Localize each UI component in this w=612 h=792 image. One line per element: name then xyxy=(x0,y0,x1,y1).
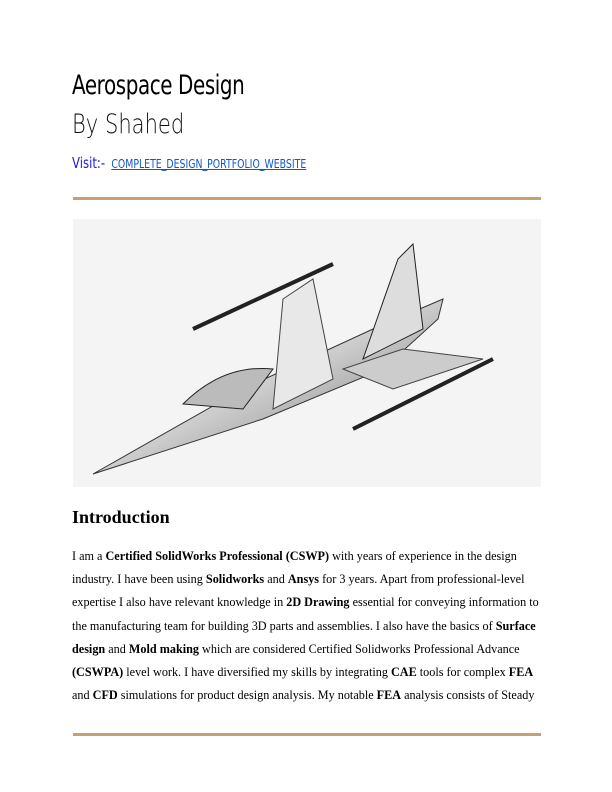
bold-term: Solidworks xyxy=(205,572,265,587)
bold-term: FEA xyxy=(376,688,402,703)
text-run: and xyxy=(105,641,129,656)
visit-line xyxy=(72,154,306,172)
paragraph-line xyxy=(72,638,552,661)
bold-term: CFD xyxy=(92,688,118,703)
portfolio-link[interactable]: COMPLETE_DESIGN_PORTFOLIO_WEBSITE xyxy=(111,157,307,171)
divider-bottom xyxy=(73,733,541,736)
bold-term: Mold making xyxy=(128,641,199,656)
text-run: tools for complex xyxy=(416,665,509,680)
bold-term: Surface xyxy=(495,618,536,633)
paragraph-line xyxy=(72,661,552,684)
divider-top xyxy=(73,197,541,200)
text-run: analysis consists of Steady xyxy=(401,688,535,703)
text-run: which are considered Certified Solidworks Professional Advance xyxy=(199,641,520,656)
paragraph-line xyxy=(72,615,552,638)
paragraph-line xyxy=(72,568,552,591)
paragraph-line xyxy=(72,591,552,614)
text-run: expertise I also have relevant knowledge in xyxy=(72,595,287,610)
text-run: essential for conveying information to xyxy=(349,595,539,610)
text-run: industry. I have been using xyxy=(72,572,206,587)
bold-term: FEA xyxy=(508,665,534,680)
text-run: I am a xyxy=(72,549,106,563)
section-heading: Introduction xyxy=(72,507,170,527)
intro-paragraph xyxy=(72,545,552,707)
bold-term: Certified SolidWorks Professional (CSWP) xyxy=(105,549,330,563)
page-title: Aerospace Design xyxy=(72,70,245,101)
text-run: for 3 years. Apart from professional-level xyxy=(319,572,525,587)
paragraph-line xyxy=(72,545,552,568)
bold-term: Ansys xyxy=(287,572,320,587)
text-run: and xyxy=(264,572,288,587)
jet-render-image xyxy=(73,219,541,487)
text-run: and xyxy=(72,688,93,703)
paragraph-line xyxy=(72,684,552,707)
bold-term: design xyxy=(72,641,106,656)
text-run: with years of experience in the design xyxy=(329,549,517,563)
bold-term: (CSWPA) xyxy=(72,665,124,680)
text-run: simulations for product design analysis. My notable xyxy=(117,688,377,703)
page-subtitle: By Shahed xyxy=(72,109,185,140)
visit-label: Visit:- xyxy=(72,154,106,172)
text-run: level work. I have diversified my skills by integrating xyxy=(123,665,391,680)
text-run: the manufacturing team for building 3D parts and assemblies. I also have the basics of xyxy=(72,618,496,633)
bold-term: 2D Drawing xyxy=(286,595,350,610)
bold-term: CAE xyxy=(390,665,417,680)
tail-fin xyxy=(363,244,423,359)
